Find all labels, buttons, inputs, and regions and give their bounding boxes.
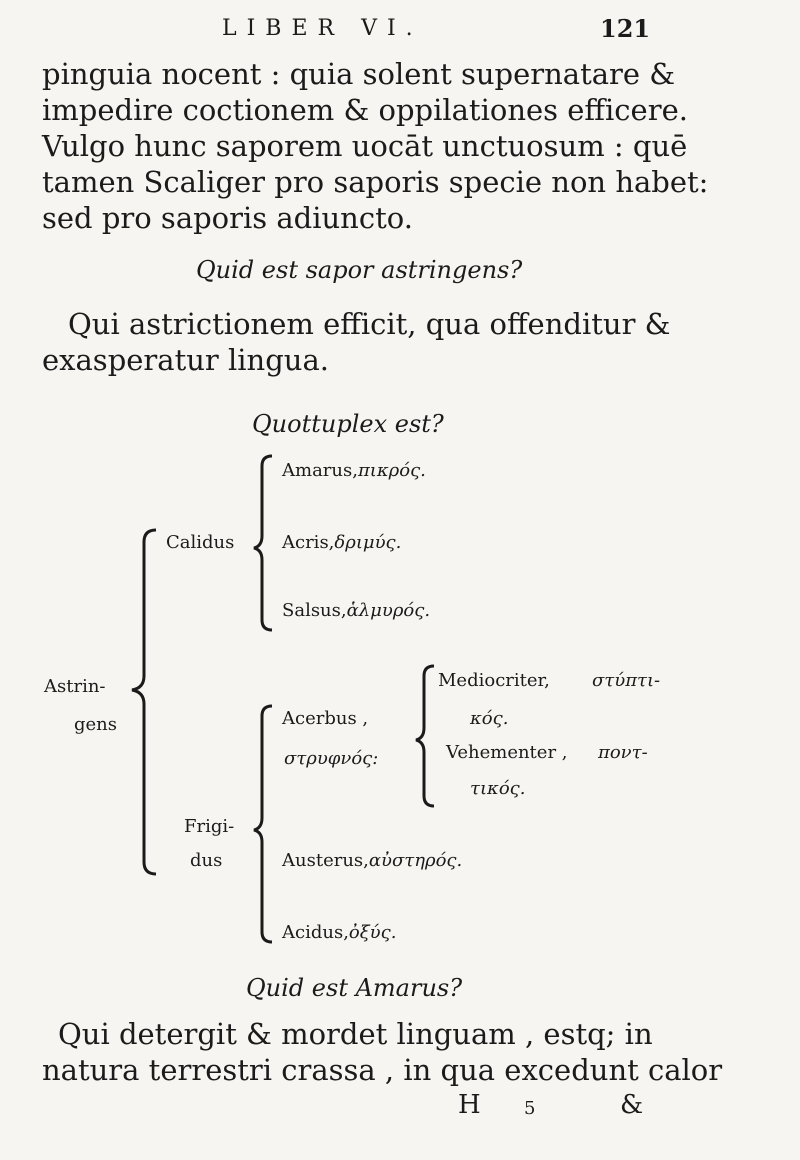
leaf-name: Salsus, (282, 600, 347, 621)
leaf-greek: ὀξύς. (348, 922, 397, 943)
sub-leaf-name: Vehementer , (446, 742, 568, 763)
section-heading: Quid est sapor astringens? (196, 256, 523, 284)
text-line: sed pro saporis adiuncto. (42, 201, 413, 235)
brace-calidus (254, 456, 272, 630)
brace-main (132, 530, 156, 874)
text-line: Qui astrictionem efficit, qua offenditur & (68, 307, 671, 341)
text-line: exasperatur lingua. (42, 343, 329, 377)
text-line: natura terrestri crassa , in qua excedunt calor (42, 1053, 723, 1087)
leaf-name: Austerus, (282, 850, 369, 871)
tree-leaf (282, 600, 430, 621)
signature-mark: H (458, 1090, 481, 1120)
tree-leaf (282, 922, 396, 943)
text-line: Qui detergit & mordet linguam , estq; in (58, 1017, 653, 1051)
leaf-name: Acerbus , (282, 708, 369, 729)
tree-leaf (282, 532, 401, 553)
signature-number: 5 (524, 1098, 536, 1119)
tree-root-line: gens (74, 714, 118, 735)
text-line: tamen Scaliger pro saporis specie non habet: (42, 165, 709, 199)
page-number: 121 (600, 14, 651, 43)
section-heading: Quottuplex est? (252, 410, 444, 438)
sub-leaf-greek: κός. (470, 708, 509, 729)
catchword: & (620, 1090, 644, 1120)
sub-leaf-greek: ποντ- (598, 742, 648, 763)
sub-leaf-greek: τικός. (470, 778, 526, 799)
text-line: Vulgo hunc saporem uocāt unctuosum : quē (42, 129, 688, 163)
branch-frigidus-line: Frigi- (184, 816, 235, 837)
tree-root-line: Astrin- (44, 676, 106, 697)
tree-leaf (282, 460, 426, 481)
running-title: LIBER VI. (222, 16, 423, 41)
leaf-name: Amarus, (282, 460, 358, 481)
leaf-name: Acris, (282, 532, 335, 553)
leaf-greek: πικρός. (357, 460, 426, 481)
sub-leaf-name: Mediocriter, (438, 670, 550, 691)
leaf-greek: ἁλμυρός. (346, 600, 431, 621)
leaf-greek: δριμύς. (334, 532, 402, 553)
brace-acerbus (416, 666, 434, 806)
section-heading: Quid est Amarus? (246, 974, 463, 1002)
tree-leaf (282, 850, 462, 871)
text-line: pinguia nocent : quia solent supernatare & (42, 57, 676, 91)
leaf-greek: αὐστηρός. (368, 850, 463, 871)
branch-frigidus-line: dus (190, 850, 223, 871)
leaf-greek: στρυφνός: (284, 748, 379, 769)
sub-leaf-greek: στύπτι- (592, 670, 661, 691)
brace-frigidus (254, 706, 272, 942)
text-line: impedire coctionem & oppilationes efficere. (42, 93, 688, 127)
leaf-name: Acidus, (282, 922, 349, 943)
branch-calidus: Calidus (166, 532, 235, 553)
